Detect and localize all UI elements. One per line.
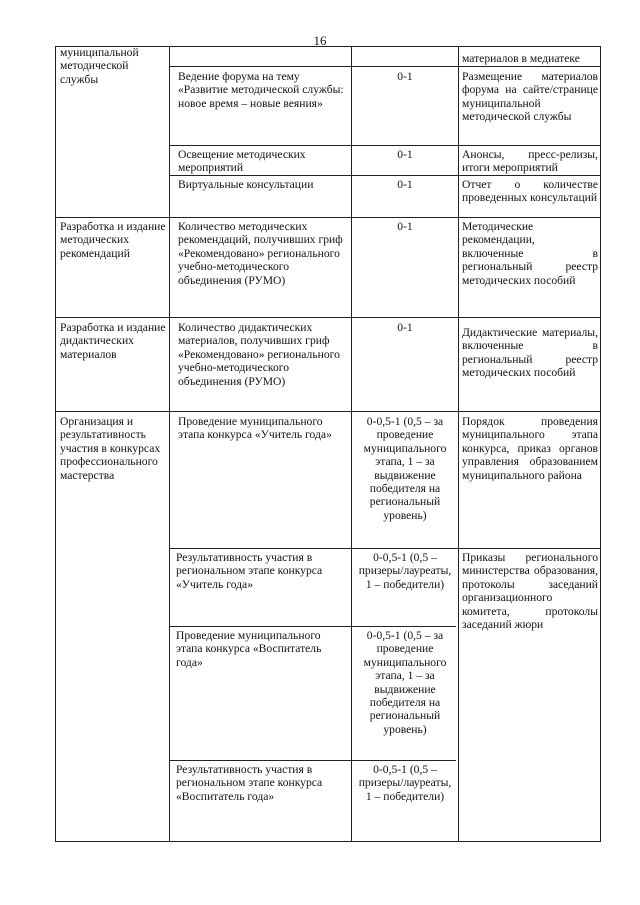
cell-score: 0-0,5-1 (0,5 – призеры/лауреаты, 1 – победители) (358, 763, 452, 803)
cell-score: 0-0,5-1 (0,5 – за проведение муниципального этапа, 1 – за выдвижение победителя на региональный уровень) (363, 629, 447, 736)
row-divider (169, 145, 600, 146)
cell-indicator: Ведение форума на тему «Развитие методической службы: новое время – новые веяния» (178, 70, 344, 110)
cell-area: Организация и результативность участия в конкурсах профессионального мастерства (60, 415, 161, 482)
row-divider (169, 626, 456, 627)
cell-indicator: Освещение методических мероприятий (178, 148, 306, 175)
cell-confirmation: Дидактические материалы, включенные в региональный реестр методических пособий (462, 326, 598, 380)
cell-confirmation: Анонсы, пресс-релизы, итоги мероприятий (462, 148, 598, 175)
cell-score: 0-1 (397, 70, 413, 83)
row-divider (56, 217, 600, 218)
column-divider (458, 47, 459, 841)
cell-score: 0-0,5-1 (0,5 – за проведение муниципального этапа, 1 – за выдвижение победителя на региональный уровень) (363, 415, 447, 522)
cell-area: Разработка и издание дидактических материалов (60, 321, 166, 361)
cell-confirmation: Приказы регионального министерства образования, протоколы заседаний организационного комитета, протоколы заседаний жюри (462, 551, 598, 632)
cell-confirmation: Размещение материалов форума на сайте/странице муниципальной методической службы (462, 70, 598, 124)
cell-indicator: Количество дидактических материалов, получивших гриф «Рекомендовано» регионального учебно-методического объединения (РУМО) (178, 321, 340, 388)
cell-indicator: Виртуальные консультации (178, 178, 314, 191)
cell-confirmation: материалов в медиатеке (462, 52, 580, 65)
criteria-table (55, 46, 601, 842)
cell-score: 0-1 (397, 321, 413, 334)
column-divider (351, 47, 352, 841)
cell-score: 0-1 (397, 148, 413, 161)
cell-score: 0-1 (397, 178, 413, 191)
row-divider (169, 175, 600, 176)
cell-indicator: Количество методических рекомендаций, получивших гриф «Рекомендовано» регионального учебно-методического объединения (РУМО) (178, 220, 343, 287)
row-divider (169, 760, 456, 761)
row-divider (169, 548, 600, 549)
cell-area: муниципальной методической службы (60, 46, 139, 86)
cell-indicator: Результативность участия в региональном этапе конкурса «Воспитатель года» (176, 763, 323, 803)
cell-indicator: Результативность участия в региональном этапе конкурса «Учитель года» (176, 551, 323, 591)
cell-confirmation: Порядок проведения муниципального этапа конкурса, приказ органов управления образованием муниципального района (462, 415, 598, 482)
row-divider (169, 66, 600, 67)
row-divider (56, 411, 600, 412)
cell-confirmation: Методические рекомендации, включенные в региональный реестр методических пособий (462, 220, 598, 287)
cell-score: 0-1 (397, 220, 413, 233)
cell-indicator: Проведение муниципального этапа конкурса «Воспитатель года» (176, 629, 322, 669)
column-divider (169, 47, 170, 841)
cell-area: Разработка и издание методических рекомендаций (60, 220, 166, 260)
cell-indicator: Проведение муниципального этапа конкурса «Учитель года» (178, 415, 332, 442)
page-number: 16 (313, 33, 327, 48)
cell-confirmation: Отчет о количестве проведенных консультаций (462, 178, 598, 205)
cell-score: 0-0,5-1 (0,5 – призеры/лауреаты, 1 – победители) (358, 551, 452, 591)
row-divider (56, 317, 600, 318)
